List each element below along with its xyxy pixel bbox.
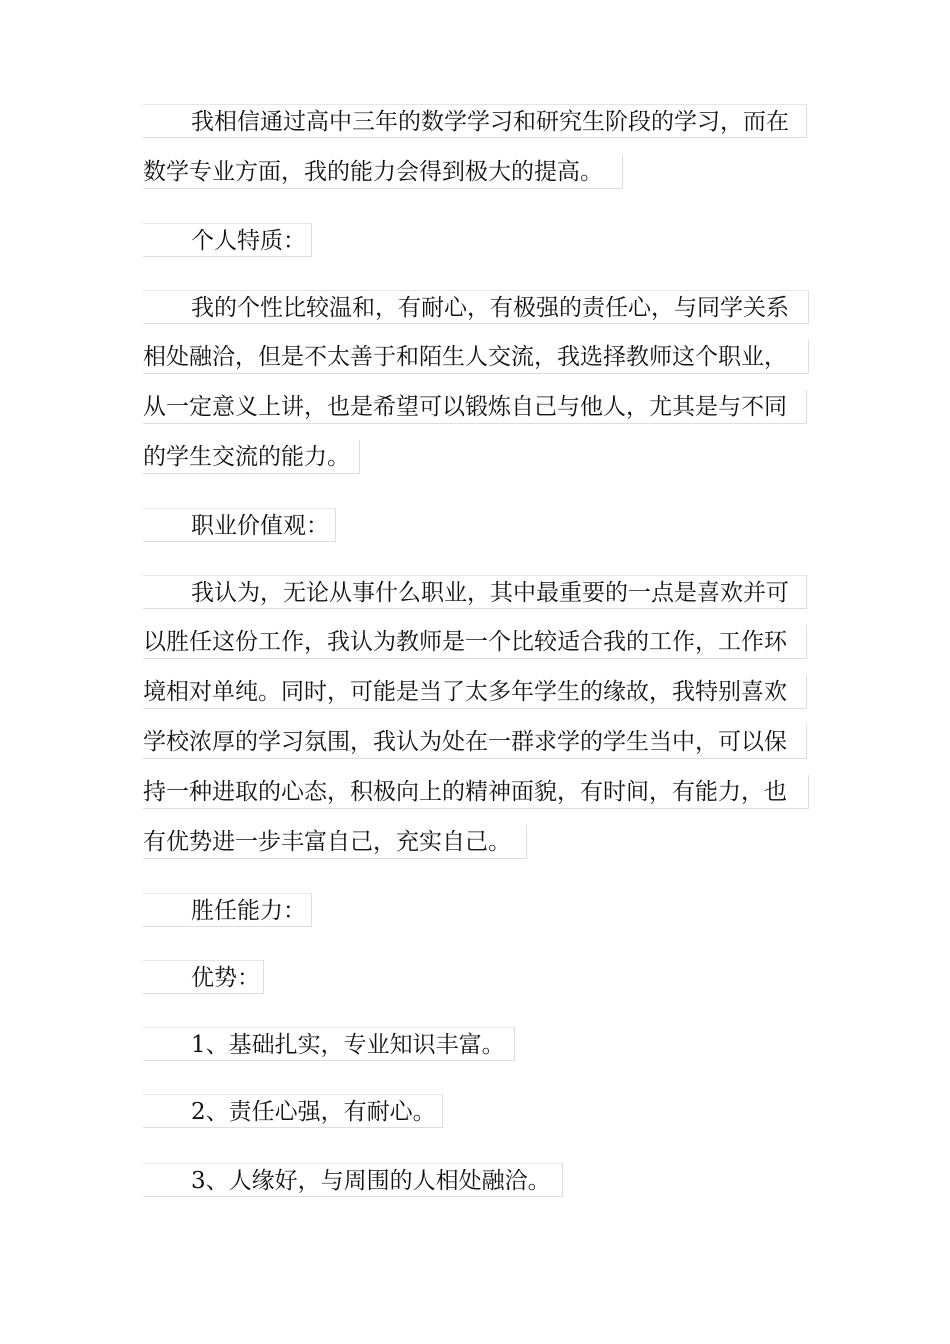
strength-item-1: 1、基础扎实，专业知识丰富。 xyxy=(143,1027,515,1061)
paragraph-career-values-line-6: 有优势进一步丰富自己，充实自己。 xyxy=(143,825,527,859)
heading-career-values: 职业价值观： xyxy=(143,508,336,542)
heading-personal-traits: 个人特质： xyxy=(143,223,312,257)
paragraph-career-values-line-4: 学校浓厚的学习氛围，我认为处在一群求学的学生当中，可以保 xyxy=(143,725,807,759)
paragraph-career-values-line-2: 以胜任这份工作，我认为教师是一个比较适合我的工作，工作环 xyxy=(143,625,807,659)
paragraph-career-values-line-1: 我认为，无论从事什么职业，其中最重要的一点是喜欢并可 xyxy=(143,575,807,609)
paragraph-personal-traits-line-1: 我的个性比较温和，有耐心，有极强的责任心，与同学关系 xyxy=(143,290,809,324)
paragraph-career-values-line-3: 境相对单纯。同时，可能是当了太多年学生的缘故，我特别喜欢 xyxy=(143,675,807,709)
paragraph-career-values-line-5: 持一种进取的心态，积极向上的精神面貌，有时间，有能力，也 xyxy=(143,775,809,809)
strength-item-2: 2、责任心强，有耐心。 xyxy=(143,1094,443,1128)
paragraph-intro-line-1: 我相信通过高中三年的数学学习和研究生阶段的学习，而在 xyxy=(143,104,807,138)
strength-item-3: 3、人缘好，与周围的人相处融洽。 xyxy=(143,1163,563,1197)
paragraph-personal-traits-line-3: 从一定意义上讲，也是希望可以锻炼自己与他人，尤其是与不同 xyxy=(143,390,807,424)
heading-competency: 胜任能力： xyxy=(143,893,312,927)
heading-strengths: 优势： xyxy=(143,960,264,994)
paragraph-personal-traits-line-2: 相处融洽，但是不太善于和陌生人交流，我选择教师这个职业， xyxy=(143,340,809,374)
paragraph-personal-traits-line-4: 的学生交流的能力。 xyxy=(143,440,360,474)
paragraph-intro-line-2: 数学专业方面，我的能力会得到极大的提高。 xyxy=(143,155,623,189)
